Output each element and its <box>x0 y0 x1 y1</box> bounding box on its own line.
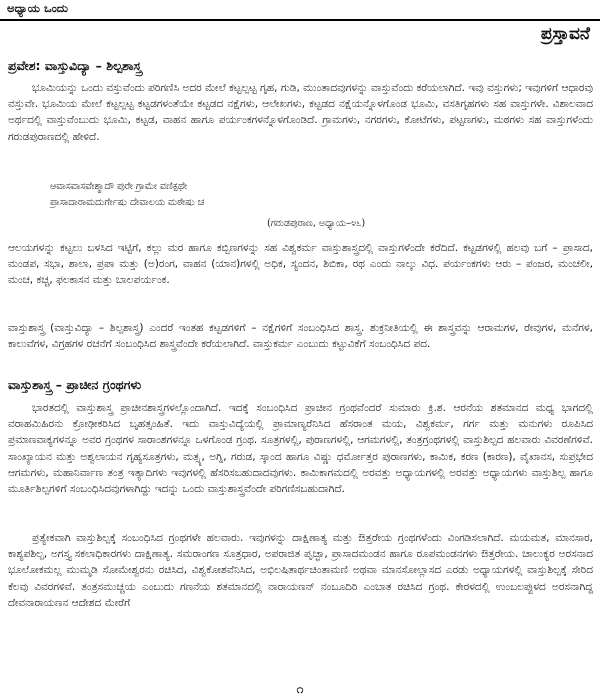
page-number: ೧ <box>296 682 304 696</box>
paragraph: ಭೂಮಿಯನ್ನು ಒಂದು ವಸ್ತುವೆಂದು ಪರಿಗಣಿಸಿ ಅದರ ಮೇಲೆ ಕಟ್ಟಲ್ಪಟ್ಟ ಗೃಹ, ಗುಡಿ, ಮುಂತಾದವುಗಳನ್ನು ವಾಸ್ತುವೆಂದು ಕರೆಯಲಾಗಿದೆ. ಇವು ವಸ್ತುಗಳು; ಇವುಗಳಿಗೆ ಆಧಾರವು ವಸ್ತುವೇ. ಭೂಮಿಯ ಮೇಲೆ ಕಟ್ಟಲ್ಪಟ್ಟ ಕಟ್ಟಡಗಳಂತೆಯೇ ಕಟ್ಟಡದ ನಕ್ಷೆಗಳು, ಆಲೇಖಗಳು, ಕಟ್ಟಡದ ನಕ್ಷೆಯನ್ನೊಳಗೊಂಡ ಭೂಮಿ, ವಸತಿಗೃಹಗಳು ಸಹ ವಾಸ್ತುಗಳೇ. ವಿಶಾಲವಾದ ಅರ್ಥದಲ್ಲಿ ವಾಸ್ತುವೆಂಬುದು ಭೂಮಿ, ಕಟ್ಟಡ, ವಾಹನ ಹಾಗೂ ಪರ್ಯಂಕಗಳನ್ನೊಳಗೊಂಡಿದೆ. ಗ್ರಾಮಗಳು, ನಗರಗಳು, ಕೋಟೆಗಳು, ಪಟ್ಟಣಗಳು, ಮಠಗಳು ಸಹ ವಾಸ್ತುಗಳೆಂದು ಗರುಡಪುರಾಣದಲ್ಲಿ ಹೇಳಿದೆ. <box>8 82 593 143</box>
paragraph: ಪ್ರತ್ಯೇಕವಾಗಿ ವಾಸ್ತುಶಿಲ್ಪಕ್ಕೆ ಸಂಬಂಧಿಸಿದ ಗ್ರಂಥಗಳೇ ಹಲವಾರು. ಇವುಗಳನ್ನು ದಾಕ್ಷಿಣಾತ್ಯ ಮತ್ತು ಔತ್ತರೇಯ ಗ್ರಂಥಗಳೆಂದು ವಿಂಗಡಿಸಲಾಗಿದೆ. ಮಯಮತ, ಮಾನಸಾರ, ಕಾಶ್ಯಪಶಿಲ್ಪ, ಅಗಸ್ತ್ಯ ಸಕಲಾಧಿಕಾರಗಳು ದಾಕ್ಷಿಣಾತ್ಯ. ಸಮರಾಂಗಣ ಸೂತ್ರಧಾರ, ಅಪರಾಜಿತ ಪೃಚ್ಛಾ, ಪ್ರಾಸಾದಮಂಡನ ಹಾಗೂ ರೂಪಮಂಡನಗಳು ಔತ್ತರೇಯ. ಚಾಲುಕ್ಯರ ಅರಸನಾದ ಭೂಲೋಕಮಲ್ಲ ಮುಮ್ಮಡಿ ಸೋಮೇಶ್ವರನು ರಚಿಸಿದ, ವಿಶ್ವಕೋಶವೆನಿಸಿದ, ಅಭಿಲಷಿತಾರ್ಥಚಿಂತಾಮಣಿ ಅಥವಾ ಮಾನಸೋಲ್ಲಾಸದ ಎರಡು ಅಧ್ಯಾಯಗಳಲ್ಲಿ ವಾಸ್ತುಶಿಲ್ಪಕ್ಕೆ ಸೇರಿದ ಕೆಲವು ವಿವರಗಳಿವೆ. ತಂತ್ರಸಮುಚ್ಚಯ ಎಂಬುದು ಗಣನೆಯ ಶತಮಾನದಲ್ಲಿ ನಾರಾಯಣನ್ ನಂಬೂದಿರಿ ಎಂಬಾತ ರಚಿಸಿದ ಗ್ರಂಥ. ಕೇರಳದಲ್ಲಿ ಉಂಬಲಪ್ಪುಳದ ಅರಸನಾಗಿದ್ದ ದೇವನಾರಾಯಣನ ಆದೇಶದ ಮೇರೆಗೆ <box>8 532 593 609</box>
paragraph: ಭಾರತದಲ್ಲಿ ವಾಸ್ತುಶಾಸ್ತ್ರ ಪ್ರಾಚೀನಶಾಸ್ತ್ರಗಳಲ್ಲೊಂದಾಗಿದೆ. ಇದಕ್ಕೆ ಸಂಬಂಧಿಸಿದ ಪ್ರಾಚೀನ ಗ್ರಂಥವೆಂದರೆ ಸುಮಾರು ಕ್ರಿ.ಶ. ಆರನೆಯ ಶತಮಾನದ ಮಧ್ಯ ಭಾಗದಲ್ಲಿ ವರಾಹಮಿಹಿರನು ಕ್ರೋಢೀಕರಿಸಿದ ಬೃಹತ್ಸಂಹಿತೆ. ಇದು ವಾಸ್ತುವಿದ್ಯೆಯಲ್ಲಿ ಪ್ರಾಮಾಣ್ಯರೆನಿಸಿದ ಹೆಸರಾಂತ ಮಯ, ವಿಶ್ವಕರ್ಮ, ಗರ್ಗ ಮತ್ತು ಮನುಗಳು ರೂಪಿಸಿದ ಪ್ರಮಾಣವಾಕ್ಯಗಳನ್ನೂ ಅವರ ಗ್ರಂಥಗಳ ಸಾರಾಂಶಗಳನ್ನೂ ಒಳಗೊಂಡ ಗ್ರಂಥ. ಸೂತ್ರಗಳಲ್ಲಿ, ಪುರಾಣಗಳಲ್ಲಿ, ಆಗಮಗಳಲ್ಲಿ, ತಂತ್ರಗ್ರಂಥಗಳಲ್ಲಿ ವಾಸ್ತುಶಿಲ್ಪದ ಹಲವಾರು ವಿವರಣೆಗಳಿವೆ. ಸಾಂಖ್ಯಾಯನ ಮತ್ತು ಅಶ್ವಲಾಯನ ಗೃಹ್ಯಸೂತ್ರಗಳು, ಮತ್ಸ್ಯ, ಅಗ್ನಿ, ಗರುಡ, ಸ್ಕಾಂದ ಹಾಗೂ ವಿಷ್ಣು ಧರ್ಮೋತ್ತರ ಪುರಾಣಗಳು, ಕಾಮಿಕ, ಕರಣ (ಕಾರಣ), ವೈಖಾನಸ, ಸುಪ್ರಭೇದ ಆಗಮಗಳು, ಮಹಾನಿರ್ವಾಣ ತಂತ್ರ ಇತ್ಯಾದಿಗಳು ಇವುಗಳಲ್ಲಿ ಹೆಸರಿಸಬಹುದಾದವುಗಳು. ಕಾಮಿಕಾಗಮದಲ್ಲಿ ಅರವತ್ತು ಅಧ್ಯಾಯಗಳಲ್ಲಿ ಅರವತ್ತು ಅಧ್ಯಾಯಗಳು ವಾಸ್ತುಶಿಲ್ಪ ಹಾಗೂ ಮೂರ್ತಿಶಿಲ್ಪಗಳಿಗೆ ಸಂಬಂಧಿಸಿದವುಗಳಾಗಿದ್ದು ಇದನ್ನು ಒಂದು ವಾಸ್ತುಶಾಸ್ತ್ರವೆಂದೇ ಪರಿಗಣಿಸಬಹುದಾಗಿದೆ. <box>8 402 593 496</box>
paragraph: ಆಲಯಗಳನ್ನು ಕಟ್ಟಲು ಬಳಸಿದ ಇಟ್ಟಿಗೆ, ಕಲ್ಲು ಮರ ಹಾಗೂ ಕಬ್ಬಿಣಗಳನ್ನು ಸಹ ವಿಶ್ವಕರ್ಮ ವಾಸ್ತುಶಾಸ್ತ್ರದಲ್ಲಿ ವಾಸ್ತುಗಳೆಂದೇ ಕರೆದಿದೆ. ಕಟ್ಟಡಗಳಲ್ಲಿ ಹಲವು ಬಗೆ – ಪ್ರಾಸಾದ, ಮಂಡಪ, ಸಭಾ, ಶಾಲಾ, ಪ್ರಪಾ ಮತ್ತು (ಅ)ರಂಗ, ವಾಹನ (ಯಾನ)ಗಳಲ್ಲಿ ಅಧಿಕ, ಸ್ಯಂದನ, ಶಿಬಿಕಾ, ರಥ ಎಂದು ನಾಲ್ಕು ವಿಧ. ಪರ್ಯಂಕಗಳು ಆರು – ಪಂಜರ, ಮಂಚಲೀ, ಮಂಚ, ಕಚ್ಚ, ಫಲಕಾಸನ ಮತ್ತು ಬಾಲಪರ್ಯಂಕ. <box>8 242 593 287</box>
verse-line: ಪ್ರಾಸಾದಾರಾಮದುರ್ಗೇಷು ದೇವಾಲಯ ಮಠೇಷು ಚ <box>50 197 205 208</box>
section-heading-intro: ಪ್ರವೇಶ: ವಾಸ್ತುವಿದ್ಯಾ – ಶಿಲ್ಪಶಾಸ್ತ್ರ <box>8 58 142 73</box>
running-header: ಅಧ್ಯಾಯ ಒಂದು <box>7 1 68 15</box>
paragraph: ವಾಸ್ತುಶಾಸ್ತ್ರ (ವಾಸ್ತುವಿದ್ಯಾ – ಶಿಲ್ಪಶಾಸ್ತ್ರ) ಎಂದರೆ ಇಂತಹ ಕಟ್ಟಡಗಳಿಗೆ – ನಕ್ಷೆಗಳಿಗೆ ಸಂಬಂಧಿಸಿದ ಶಾಸ್ತ್ರ. ಶುಕ್ರನೀತಿಯಲ್ಲಿ ಈ ಶಾಸ್ತ್ರವನ್ನು ಆರಾಮಗಳ, ರೇವುಗಳ, ಮನೆಗಳ, ಕಾಲುವೆಗಳ, ವಿಗ್ರಹಗಳ ರಚನೆಗೆ ಸಂಬಂಧಿಸಿದ ಶಾಸ್ತ್ರವೆಂದೇ ಕರೆಯಲಾಗಿದೆ. ವಾಸ್ತುಕರ್ಮ ಎಂಬುದು ಕಟ್ಟುವಿಕೆಗೆ ಸಂಬಂಧಿಸಿದ ಪದ. <box>8 322 593 351</box>
verse-line: ಆವಾಸವಾಸವೇಶ್ಮಾದೌ ಪುರೇ ಗ್ರಾಮೇ ವಣಿಕ್ಪಥೇ <box>50 181 188 192</box>
section-heading-ancient-texts: ವಾಸ್ತುಶಾಸ್ತ್ರ – ಪ್ರಾಚೀನ ಗ್ರಂಥಗಳು <box>8 377 142 392</box>
chapter-title: ಪ್ರಸ್ತಾವನೆ <box>540 24 590 44</box>
header-rule <box>0 19 600 21</box>
verse-citation: (ಗರುಡಪುರಾಣ, ಅಧ್ಯಾಯ–೪೬) <box>267 218 366 229</box>
